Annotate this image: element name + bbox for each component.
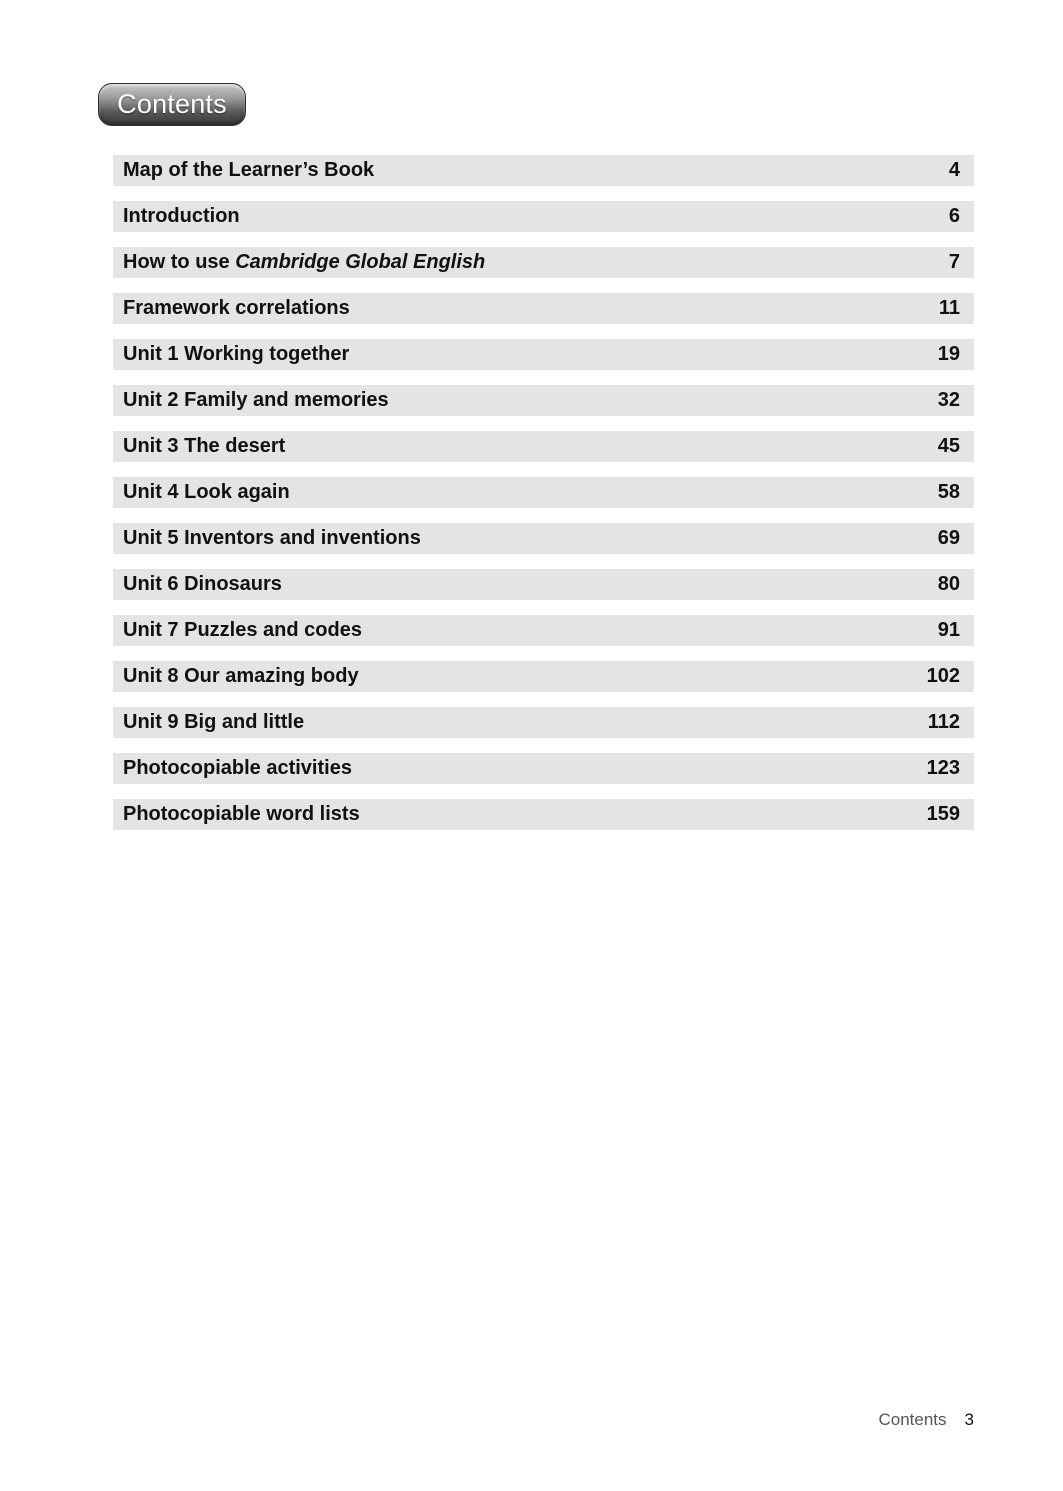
toc-row-map[interactable] (113, 155, 974, 186)
toc-row-unit-3[interactable] (113, 431, 974, 462)
footer-page-number: 3 (964, 1410, 974, 1429)
table-of-contents (113, 155, 974, 845)
toc-row-framework[interactable] (113, 293, 974, 324)
toc-row-unit-9[interactable] (113, 707, 974, 738)
toc-row-unit-1[interactable] (113, 339, 974, 370)
toc-entry-title-prefix: How to use (123, 251, 236, 273)
toc-entry-page: 6 (948, 205, 960, 227)
toc-entry-title (123, 251, 485, 274)
toc-entry-page: 112 (927, 711, 960, 733)
toc-row-unit-7[interactable] (113, 615, 974, 646)
page-footer (878, 1410, 974, 1430)
toc-entry-title: Unit 1 Working together (123, 343, 350, 365)
toc-entry-page: 58 (937, 481, 960, 503)
toc-entry-title: Unit 6 Dinosaurs (123, 573, 282, 595)
toc-entry-title: Introduction (123, 205, 240, 227)
toc-entry-title: Unit 2 Family and memories (123, 389, 389, 411)
page-title: Contents (117, 89, 227, 119)
toc-entry-title-italic: Cambridge Global English (235, 251, 486, 273)
toc-entry-page: 32 (937, 389, 960, 411)
toc-entry-title: Framework correlations (123, 297, 350, 319)
footer-section-label: Contents (878, 1410, 947, 1429)
toc-entry-page: 123 (926, 757, 960, 779)
toc-entry-page: 45 (937, 435, 960, 457)
toc-entry-page: 69 (937, 527, 960, 549)
toc-entry-page: 102 (926, 665, 960, 687)
toc-row-unit-4[interactable] (113, 477, 974, 508)
toc-row-photocopiable-word-lists[interactable] (113, 799, 974, 830)
toc-entry-page: 159 (926, 803, 960, 825)
toc-row-unit-8[interactable] (113, 661, 974, 692)
toc-entry-title: Photocopiable word lists (123, 803, 360, 825)
toc-entry-page: 4 (948, 159, 960, 181)
toc-row-unit-6[interactable] (113, 569, 974, 600)
toc-entry-title: Unit 9 Big and little (123, 711, 305, 733)
toc-entry-title: Unit 7 Puzzles and codes (123, 619, 362, 641)
toc-row-how-to-use[interactable] (113, 247, 974, 278)
toc-entry-title: Unit 3 The desert (123, 435, 286, 457)
toc-entry-title: Unit 4 Look again (123, 481, 290, 503)
toc-entry-title: Photocopiable activities (123, 757, 352, 779)
toc-row-photocopiable-activities[interactable] (113, 753, 974, 784)
toc-entry-page: 91 (937, 619, 960, 641)
toc-row-unit-2[interactable] (113, 385, 974, 416)
toc-entry-page: 7 (948, 251, 960, 273)
toc-entry-title: Unit 8 Our amazing body (123, 665, 359, 687)
toc-entry-title: Unit 5 Inventors and inventions (123, 527, 421, 549)
toc-entry-page: 11 (938, 297, 960, 319)
toc-entry-page: 80 (937, 573, 960, 595)
toc-entry-page: 19 (937, 343, 960, 365)
toc-entry-title: Map of the Learner’s Book (123, 159, 375, 181)
toc-row-unit-5[interactable] (113, 523, 974, 554)
page-title-badge (98, 83, 246, 126)
toc-row-introduction[interactable] (113, 201, 974, 232)
